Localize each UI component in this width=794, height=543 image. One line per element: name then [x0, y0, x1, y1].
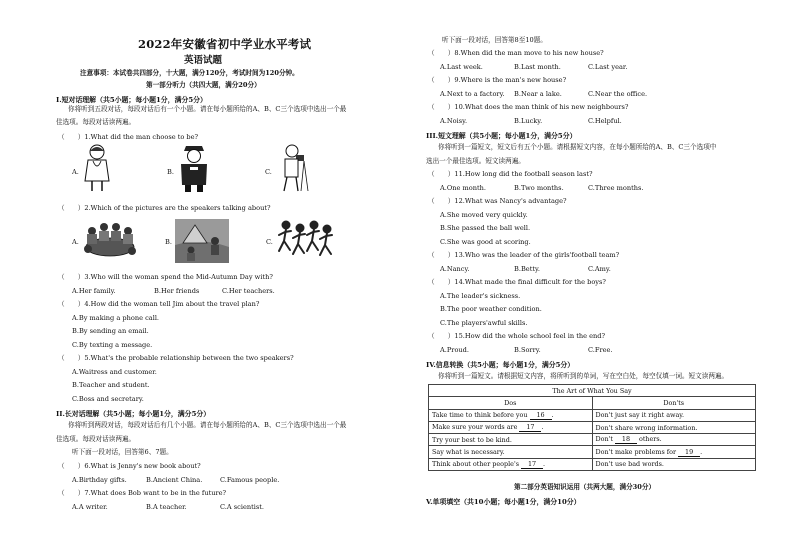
question-15: （ ）15.How did the whole school feel in the end?	[428, 332, 605, 340]
answer-blank[interactable]: 17	[521, 460, 543, 469]
q11-option-c: C.Three months.	[588, 184, 644, 192]
table-cell-r	[592, 458, 756, 470]
q2-label-b: B.	[165, 238, 172, 246]
notice: 注意事项：本试卷共四部分，十大题，满分120分，考试时间为120分钟。	[80, 69, 299, 77]
exam-title: 2022年安徽省初中学业水平考试	[138, 37, 312, 51]
cell-text-end: .	[543, 459, 546, 468]
question-6: （ ）6.What is Jenny's new book about?	[58, 462, 201, 470]
section1-intro: 你将听到五段对话，每段对话后有一个小题。请在每小题所给的A、B、C三个选项中选出一个最	[68, 105, 347, 113]
q5-option-b: B.Teacher and student.	[72, 381, 150, 389]
police-officer-image	[176, 143, 212, 193]
part1-heading: 第一部分听力（共四大题，满分20分）	[146, 81, 261, 89]
answer-blank[interactable]: 17	[519, 423, 541, 432]
q2-label-a: A.	[72, 238, 79, 246]
table-cell-r	[592, 421, 756, 433]
q9-option-b: B.Near a lake.	[514, 90, 562, 98]
q15-option-c: C.Free.	[588, 346, 613, 354]
answer-blank[interactable]: 19	[678, 448, 700, 457]
table-row	[429, 409, 756, 421]
table-cell-r	[592, 409, 756, 421]
answer-blank[interactable]: 18	[615, 435, 637, 444]
question-14: （ ）14.What made the final difficult for the boys?	[428, 278, 606, 286]
question-3: （ ）3.Who will the woman spend the Mid-Autumn Day with?	[58, 273, 273, 281]
dialogue-2-lead: 听下面一段对话，回答第8至10题。	[442, 36, 547, 44]
q15-option-a: A.Proud.	[440, 346, 469, 354]
q8-option-b: B.Last month.	[514, 63, 561, 71]
cell-text: Try your best to be kind.	[432, 435, 512, 444]
cell-text: Think about other people's	[432, 459, 522, 468]
table-cell-l	[429, 421, 593, 433]
question-12: （ ）12.What was Nancy's advantage?	[428, 197, 567, 205]
q4-option-c: C.By texting a message.	[72, 341, 153, 349]
section1-heading: I.短对话理解（共5小题；每小题1分，满分5分）	[56, 96, 207, 104]
q4-option-b: B.By sending an email.	[72, 327, 149, 335]
q5-option-c: C.Boss and secretary.	[72, 395, 144, 403]
cell-text: Don't just say it right away.	[595, 411, 685, 420]
q3-option-c: C.Her teachers.	[222, 287, 275, 295]
q12-option-c: C.She was good at scoring.	[440, 238, 531, 246]
question-1: （ ）1.What did the man choose to be?	[58, 133, 199, 141]
q7-option-b: B.A teacher.	[146, 503, 187, 511]
q4-option-a: A.By making a phone call.	[72, 314, 160, 322]
table-cell-l	[429, 446, 593, 458]
q6-option-a: A.Birthday gifts.	[72, 476, 127, 484]
cell-text-end: others.	[636, 435, 662, 444]
cell-text: Don't	[595, 435, 615, 444]
q11-option-a: A.One month.	[440, 184, 486, 192]
q6-option-b: B.Ancient China.	[146, 476, 203, 484]
question-9: （ ）9.Where is the man's new house?	[428, 76, 567, 84]
question-8: （ ）8.When did the man move to his new house?	[428, 49, 604, 57]
q9-option-c: C.Near the office.	[588, 90, 648, 98]
question-5: （ ）5.What's the probable relationship between the two speakers?	[58, 354, 294, 362]
q12-option-a: A.She moved very quickly.	[440, 211, 528, 219]
question-11: （ ）11.How long did the football season last?	[428, 170, 593, 178]
question-2: （ ）2.Which of the pictures are the speakers talking about?	[58, 204, 271, 212]
section3-heading: III.短文理解（共5小题；每小题1分，满分5分）	[426, 132, 577, 140]
table-header-dos: Dos	[429, 397, 593, 409]
dialogue-1-lead: 听下面一段对话，回答第6、7题。	[72, 448, 173, 456]
table-cell-l	[429, 409, 593, 421]
q11-option-b: B.Two months.	[514, 184, 564, 192]
photographer-image	[274, 143, 310, 193]
section3-intro-cont: 选出一个最佳选项。短文读两遍。	[426, 157, 525, 165]
table-header-donts: Don'ts	[592, 397, 756, 409]
question-4: （ ）4.How did the woman tell Jim about the travel plan?	[58, 300, 260, 308]
q10-option-c: C.Helpful.	[588, 117, 622, 125]
q10-option-a: A.Noisy.	[440, 117, 468, 125]
q8-option-a: A.Last week.	[440, 63, 483, 71]
q12-option-b: B.She passed the ball well.	[440, 224, 531, 232]
q14-option-c: C.The players'awful skills.	[440, 319, 528, 327]
cell-text-end: .	[700, 447, 703, 456]
cell-text-end: .	[551, 410, 554, 419]
cell-text: Don't make problems for	[595, 447, 679, 456]
q1-label-b: B.	[167, 168, 174, 176]
section2-heading: II.长对话理解（共5小题；每小题1分，满分5分）	[56, 410, 211, 418]
cell-text: Don't use bad words.	[595, 460, 664, 469]
q1-label-c: C.	[265, 168, 272, 176]
q10-option-b: B.Lucky.	[514, 117, 543, 125]
section1-intro-cont: 佳选项。每段对话读两遍。	[56, 118, 136, 126]
section3-intro: 你将听到一篇短文，短文后有五个小题。请根据短文内容，在每小题所给的A、B、C三个选项中	[438, 143, 717, 151]
question-13: （ ）13.Who was the leader of the girls'football team?	[428, 251, 620, 259]
table-row	[429, 458, 756, 470]
table-row	[429, 421, 756, 433]
q15-option-b: B.Sorry.	[514, 346, 541, 354]
q8-option-c: C.Last year.	[588, 63, 628, 71]
q3-option-a: A.Her family.	[72, 287, 116, 295]
section4-intro: 你将听到一篇短文。请根据短文内容，将所听到的单词，写在空白处，每空仅填一词。短文读两遍。	[438, 372, 729, 380]
table-row	[429, 446, 756, 458]
section5-heading: V.单项填空（共10小题；每小题1分，满分10分）	[426, 498, 581, 506]
cell-text: Take time to think before you	[432, 410, 530, 419]
cell-text-end: .	[541, 423, 544, 432]
section2-intro: 你将听到两段对话，每段对话后有几个小题。请在每小题所给的A、B、C三个选项中选出一个最	[68, 421, 347, 429]
doctor-image	[82, 143, 112, 193]
family-dinner-image	[82, 219, 138, 263]
table-title: The Art of What You Say	[429, 385, 756, 397]
q13-option-a: A.Nancy.	[440, 265, 470, 273]
q13-option-b: B.Betty.	[514, 265, 540, 273]
cell-text: Don't share wrong information.	[595, 423, 698, 432]
picnic-scene-image	[175, 219, 229, 263]
answer-blank[interactable]: 16	[530, 411, 552, 420]
q7-option-a: A.A writer.	[72, 503, 108, 511]
info-table	[428, 384, 756, 471]
table-row	[429, 434, 756, 446]
section2-intro-cont: 佳选项。每段对话读两遍。	[56, 435, 136, 443]
section4-heading: IV.信息转换（共5小题；每小题1分，满分5分）	[426, 361, 575, 369]
table-cell-l	[429, 458, 593, 470]
table-cell-l	[429, 434, 593, 446]
q2-label-c: C.	[266, 238, 273, 246]
q6-option-c: C.Famous people.	[220, 476, 280, 484]
q3-option-b: B.Her friends	[154, 287, 200, 295]
q14-option-b: B.The poor weather condition.	[440, 305, 542, 313]
q5-option-a: A.Waitress and customer.	[72, 368, 157, 376]
cell-text: Make sure your words are	[432, 423, 520, 432]
table-cell-r	[592, 446, 756, 458]
q1-label-a: A.	[72, 168, 79, 176]
question-10: （ ）10.What does the man think of his new neighbours?	[428, 103, 629, 111]
exam-subtitle: 英语试题	[184, 55, 223, 66]
q14-option-a: A.The leader's sickness.	[440, 292, 521, 300]
question-7: （ ）7.What does Bob want to be in the future?	[58, 489, 227, 497]
cell-text: Say what is necessary.	[432, 448, 505, 457]
q9-option-a: A.Next to a factory.	[440, 90, 505, 98]
runners-image	[276, 219, 334, 263]
q7-option-c: C.A scientist.	[220, 503, 264, 511]
q13-option-c: C.Amy.	[588, 265, 611, 273]
part2-heading: 第二部分英语知识运用（共两大题，满分30分）	[514, 483, 656, 491]
table-cell-r	[592, 434, 756, 446]
